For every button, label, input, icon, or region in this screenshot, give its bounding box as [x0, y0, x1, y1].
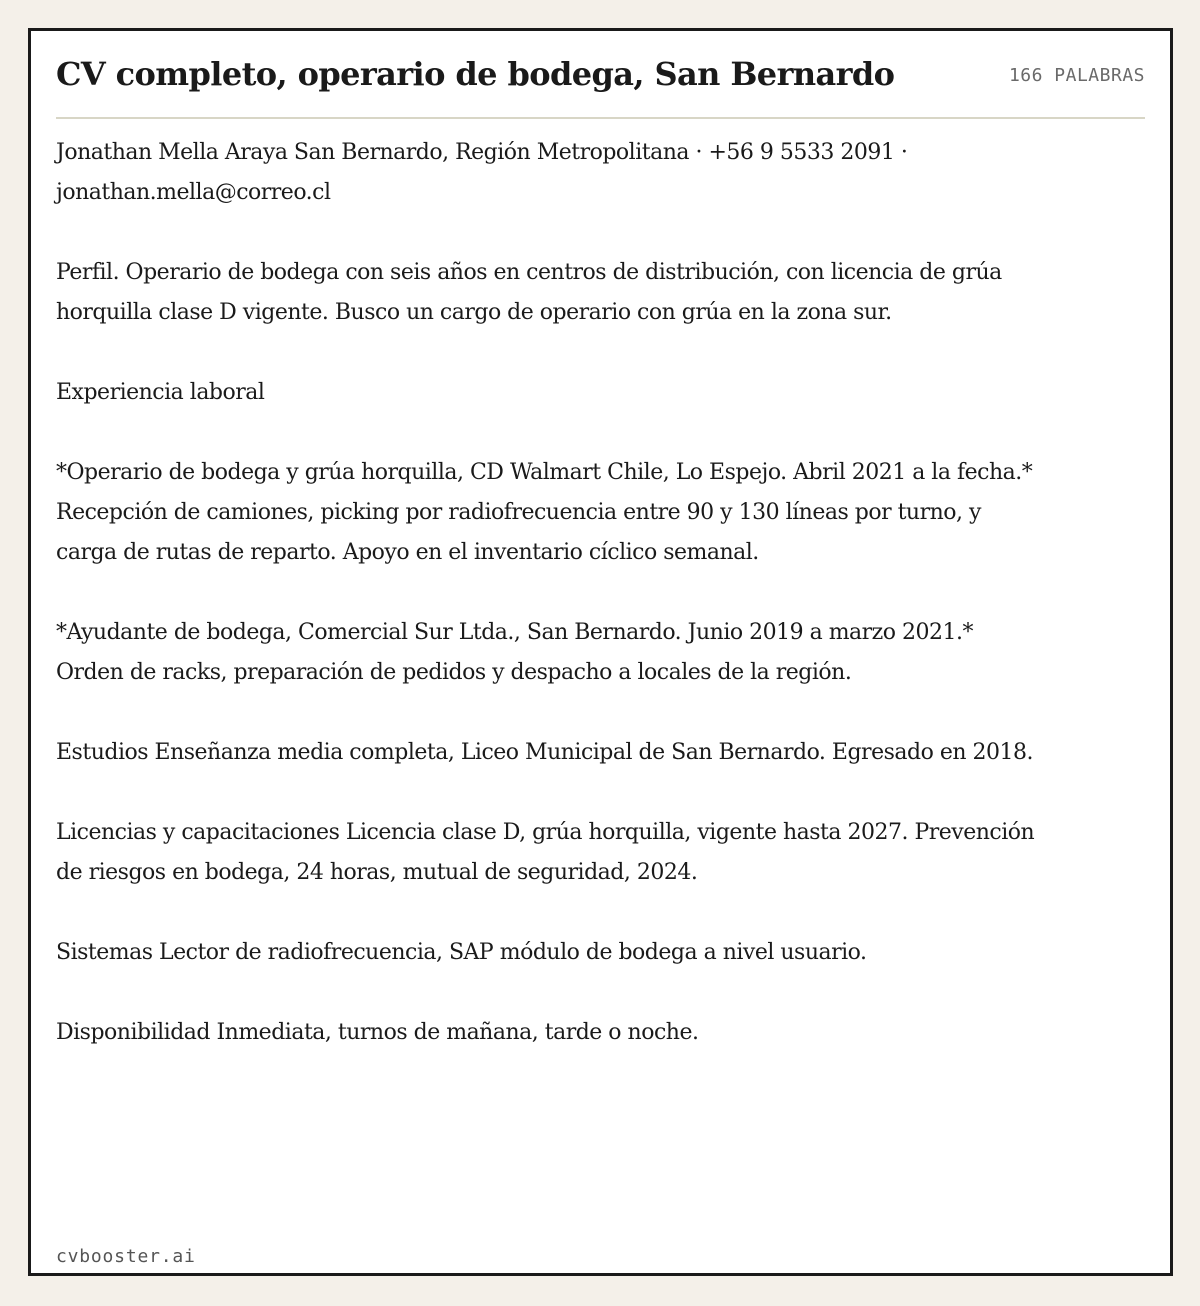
licenses-paragraph: Licencias y capacitaciones Licencia clase D, grúa horquilla, vigente hasta 2027. Prevención de riesgos en bodega, 24 horas, mutual de seguridad, 2024.	[56, 820, 1035, 885]
cv-body	[56, 133, 1046, 1053]
education-paragraph: Estudios Enseñanza media completa, Liceo Municipal de San Bernardo. Egresado en 2018.	[56, 740, 1033, 765]
profile-paragraph: Perfil. Operario de bodega con seis años en centros de distribución, con licencia de grúa horquilla clase D vigente. Busco un cargo de operario con grúa en la zona sur.	[56, 260, 1002, 325]
systems-paragraph: Sistemas Lector de radiofrecuencia, SAP módulo de bodega a nivel usuario.	[56, 940, 867, 965]
card-header	[56, 51, 1145, 119]
experience-heading: Experiencia laboral	[56, 380, 265, 405]
page-title: CV completo, operario de bodega, San Bernardo	[56, 55, 895, 93]
experience-entry: *Ayudante de bodega, Comercial Sur Ltda., San Bernardo. Junio 2019 a marzo 2021.* Orden de racks, preparación de pedidos y despacho a locales de la región.	[56, 620, 973, 685]
word-count-badge: 166 PALABRAS	[1008, 65, 1145, 86]
availability-paragraph: Disponibilidad Inmediata, turnos de mañana, tarde o noche.	[56, 1020, 699, 1045]
experience-entry: *Operario de bodega y grúa horquilla, CD Walmart Chile, Lo Espejo. Abril 2021 a la fecha.* Recepción de camiones, picking por radiofrecuencia entre 90 y 130 líneas por turno, y carga de rutas de reparto. Apoyo en el inventario cíclico semanal.	[56, 460, 1033, 565]
brand-footer: cvbooster.ai	[56, 1246, 196, 1267]
cv-card	[28, 28, 1173, 1276]
contact-line: Jonathan Mella Araya San Bernardo, Región Metropolitana · +56 9 5533 2091 · jonathan.mella@correo.cl	[56, 140, 908, 205]
